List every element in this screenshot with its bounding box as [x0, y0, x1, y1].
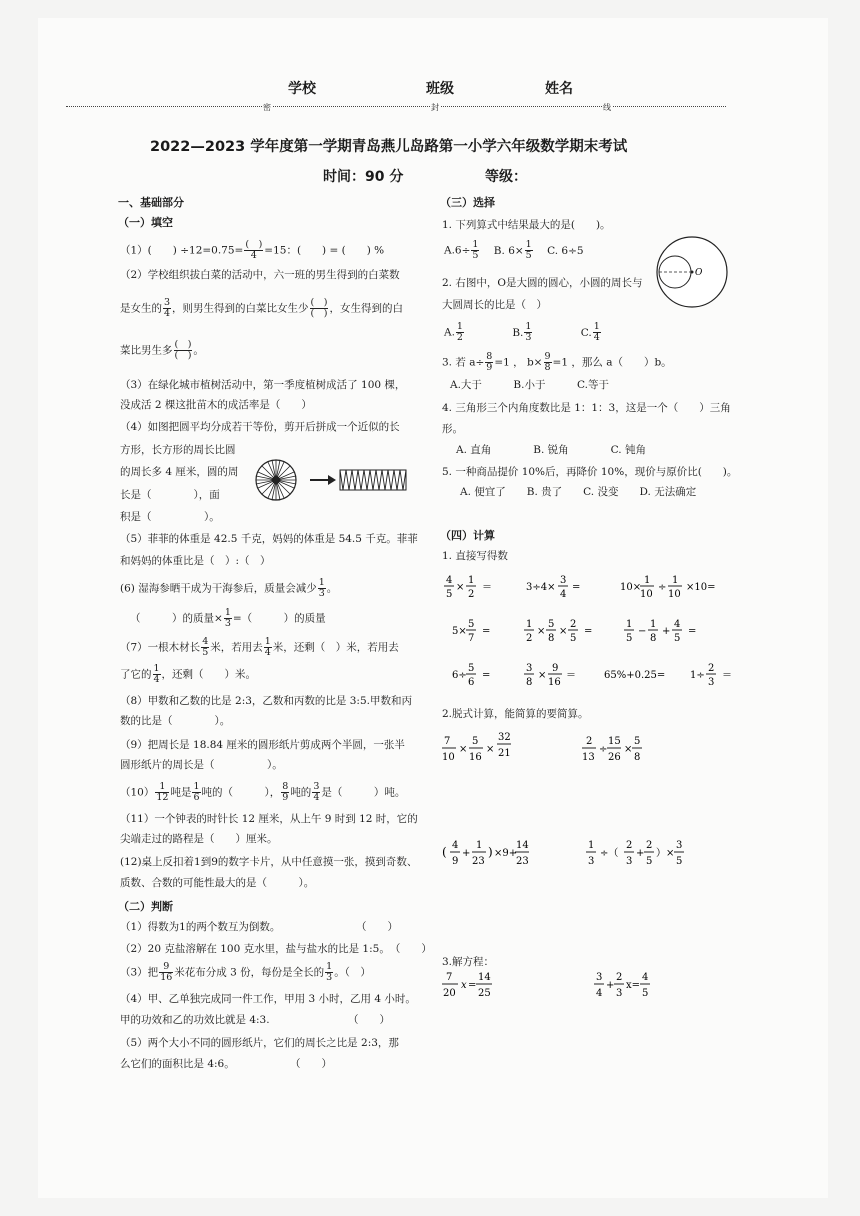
fill-q5-line2: 和妈妈的体重比是（ ）:（ ） [120, 555, 271, 567]
svg-text:5: 5 [626, 633, 633, 644]
expr-9 [604, 670, 665, 681]
judge-q3: （3）把 $\frac{9}{16}$ 米花布分成 3 份，每份是全长的 $\frac{1}{3}$ 。（ ） [120, 961, 371, 983]
direct-calc-expressions [442, 572, 742, 692]
svg-text:7: 7 [468, 633, 475, 644]
fill-q2-line3: 菜比男生多 ( ) ( ) 。 [120, 339, 204, 361]
svg-text:2: 2 [646, 840, 653, 851]
svg-text:×: × [537, 626, 546, 637]
svg-text:5: 5 [472, 736, 479, 747]
svg-text:13: 13 [582, 752, 595, 763]
svg-text:+: + [606, 980, 615, 991]
choice-q1-options: A.6÷ $\frac{1}{5}$ B. 6× $\frac{1}{5}$ C. 6÷5 [444, 239, 584, 261]
svg-text:×10=: ×10= [686, 582, 716, 593]
fill-q4-line3: 的周长多 4 厘米，圆的周 [120, 466, 239, 478]
svg-text:1: 1 [588, 840, 595, 851]
svg-text:2: 2 [708, 663, 715, 674]
fill-q12-line1: (12)桌上反扣着1到9的数字卡片，从中任意摸一张，摸到奇数、 [120, 856, 418, 868]
school-label: 学校 [288, 81, 316, 97]
svg-text:1: 1 [468, 575, 475, 586]
svg-text:2: 2 [468, 589, 475, 600]
judge-q4-line2: 甲的功效和乙的功效比就是 4:3. [120, 1014, 270, 1026]
svg-text:×9+: ×9+ [494, 848, 518, 859]
svg-text:1: 1 [650, 619, 657, 630]
fill-q11-line1: （11）一个钟表的时针长 12 厘米，从上午 9 时到 12 时，它的 [120, 813, 418, 825]
fill-q4-line1: （4）如图把圆平均分成若干等份，剪开后拼成一个近似的长 [120, 421, 400, 433]
svg-text:×: × [459, 744, 468, 755]
svg-text:×: × [486, 744, 495, 755]
svg-text:＝: ＝ [482, 582, 492, 593]
svg-text:＝: ＝ [722, 670, 732, 681]
svg-text:4: 4 [642, 972, 649, 983]
choice-q3-options: A.大于 B.小于 C.等于 [450, 379, 609, 391]
svg-text:3: 3 [616, 988, 623, 999]
svg-text:10×: 10× [620, 582, 642, 593]
svg-text:5: 5 [676, 856, 683, 867]
judge-q1: （1）得数为1的两个数互为倒数。 [120, 921, 281, 933]
svg-text:5: 5 [646, 856, 653, 867]
svg-text:3: 3 [676, 840, 683, 851]
svg-text:10: 10 [668, 589, 681, 600]
choice-q2-line1: 2. 右图中，O是大圆的圆心，小圆的周长与 [442, 277, 643, 289]
svg-text:8: 8 [650, 633, 657, 644]
seal-char-3: 线 [603, 103, 611, 112]
fill-q2-line1: （2）学校组织拔白菜的活动中，六一班的男生得到的白菜数 [120, 269, 400, 281]
svg-text:9: 9 [552, 663, 559, 674]
svg-text:7: 7 [446, 972, 453, 983]
svg-text:4: 4 [674, 619, 681, 630]
svg-text:5×: 5× [452, 626, 467, 637]
fill-q4-line4: 长是（ ），面 [120, 489, 220, 501]
svg-text:×: × [456, 582, 465, 593]
svg-text:=: = [482, 670, 491, 681]
fill-q9-line1: （9）把周长是 18.84 厘米的圆形纸片剪成两个半圆，一张半 [120, 739, 405, 751]
part1-heading: 一、基础部分 [118, 196, 184, 209]
svg-text:2: 2 [626, 840, 633, 851]
choice-q1: 1. 下列算式中结果最大的是( )。 [442, 219, 611, 231]
svg-text:=: = [572, 582, 581, 593]
choice-q2-line2: 大圆周长的比是（ ） [442, 299, 547, 311]
svg-text:21: 21 [498, 748, 511, 759]
svg-text:−: − [638, 626, 647, 637]
svg-text:25: 25 [478, 988, 491, 999]
choice-q5-options: A. 便宜了 B. 贵了 C. 没变 D. 无法确定 [460, 486, 697, 498]
judge-q2: （2）20 克盐溶解在 100 克水里，盐与盐水的比是 1:5。 （ ） [120, 943, 432, 955]
svg-text:14: 14 [478, 972, 491, 983]
svg-text:7: 7 [444, 736, 451, 747]
fill-q2-line2: 是女生的 $\frac{3}{4}$ ，则男生得到的白菜比女生少 ( ) ( ) ，女生得到的白 [120, 297, 403, 319]
fill-q7-line2: 了它的 $\frac{1}{4}$ ，还剩（ ）米。 [120, 663, 257, 685]
svg-text:3: 3 [560, 575, 567, 586]
svg-text:6: 6 [468, 677, 475, 688]
fill-q8-line2: 数的比是（ ）。 [120, 715, 231, 727]
judge-q5-line2: 么它们的面积比是 4:6。 [120, 1058, 235, 1070]
circles-figure [654, 234, 730, 310]
svg-text:+: + [636, 848, 645, 859]
time-label: 时间：90 分 [323, 169, 404, 185]
judge-q5-paren[interactable]: （ ） [290, 1058, 332, 1070]
svg-text:×: × [624, 744, 633, 755]
svg-text:1: 1 [626, 619, 633, 630]
svg-text:+: + [462, 848, 471, 859]
calc-stepwise-heading: 2.脱式计算，能简算的要简算。 [442, 708, 589, 720]
fill-q11-line2: 尖端走过的路程是（ ）厘米。 [120, 833, 278, 845]
svg-text:）×: ）× [656, 848, 675, 859]
svg-text:15: 15 [608, 736, 621, 747]
svg-text:3: 3 [626, 856, 633, 867]
svg-text:1÷: 1÷ [690, 670, 705, 681]
fill-q4-line2: 方形，长方形的周长比圆 [120, 444, 236, 456]
svg-text:=: = [482, 626, 491, 637]
svg-text:14: 14 [516, 840, 529, 851]
fill-q12-line2: 质数、合数的可能性最大的是（ ）。 [120, 877, 315, 889]
svg-text:3÷4×: 3÷4× [526, 582, 556, 593]
svg-text:(: ( [442, 845, 447, 859]
fill-q5-line1: （5）菲菲的体重是 42.5 千克，妈妈的体重是 54.5 千克。菲菲 [120, 533, 418, 545]
svg-text:4: 4 [596, 988, 603, 999]
stepwise-calc-row2 [442, 834, 702, 874]
svg-text:1: 1 [644, 575, 651, 586]
svg-text:1: 1 [526, 619, 533, 630]
svg-text:10: 10 [442, 752, 455, 763]
svg-text:3: 3 [526, 663, 533, 674]
fill-q4-line5: 积是（ ）。 [120, 511, 220, 523]
svg-text:x: x [461, 980, 467, 991]
judge-q1-paren[interactable]: （ ） [356, 921, 398, 933]
fill-q9-line2: 圆形纸片的周长是（ ）。 [120, 759, 283, 771]
svg-text:2: 2 [616, 972, 623, 983]
seal-char-2: 封 [431, 103, 439, 112]
svg-text:26: 26 [608, 752, 621, 763]
svg-text:8: 8 [526, 677, 533, 688]
svg-text:＝: ＝ [566, 670, 576, 681]
svg-text:): ) [488, 845, 493, 859]
fill-q7-line1: （7）一根木材长 $\frac{4}{5}$ 米，若用去 $\frac{1}{4}$ 米，还剩（ ）米，若用去 [120, 636, 399, 658]
expr-10 [690, 663, 732, 688]
svg-text:5: 5 [642, 988, 649, 999]
expr-4 [452, 619, 490, 644]
svg-text:6÷: 6÷ [452, 670, 467, 681]
seal-line [66, 106, 726, 107]
exam-title: 2022—2023 学年度第一学期青岛燕儿岛路第一小学六年级数学期末考试 [150, 139, 628, 155]
expr-5 [524, 619, 592, 644]
calc-equation-heading: 3.解方程： [442, 956, 495, 968]
choice-q5: 5. 一种商品提价 10%后，再降价 10%，现价与原价比( )。 [442, 466, 738, 478]
svg-text:20: 20 [443, 988, 456, 999]
svg-text:÷: ÷ [658, 582, 667, 593]
equations [442, 968, 702, 1004]
svg-text:16: 16 [469, 752, 482, 763]
svg-text:2: 2 [570, 619, 577, 630]
expr-7 [452, 663, 490, 688]
svg-text:5: 5 [634, 736, 641, 747]
judge-q5-line1: （5）两个大小不同的圆形纸片，它们的周长之比是 2:3，那 [120, 1037, 399, 1049]
choice-q4-line2: 形。 [442, 423, 463, 435]
svg-text:16: 16 [548, 677, 561, 688]
expr-1 [444, 575, 492, 600]
svg-text:4: 4 [560, 589, 567, 600]
svg-text:4: 4 [446, 575, 453, 586]
circle-to-rectangle-figure [254, 456, 414, 506]
svg-text:=: = [584, 626, 593, 637]
svg-text:÷: ÷ [599, 744, 608, 755]
grade-label: 等级： [485, 169, 527, 185]
svg-text:5: 5 [674, 633, 681, 644]
svg-text:x=: x= [626, 980, 641, 991]
expr-2 [526, 575, 580, 600]
fill-q3-line1: （3）在绿化城市植树活动中，第一季度植树成活了 100 棵， [120, 379, 406, 391]
expr-3 [620, 575, 715, 600]
svg-text:10: 10 [640, 589, 653, 600]
name-label: 姓名 [545, 81, 573, 97]
svg-text:1: 1 [476, 840, 483, 851]
expr-6 [624, 619, 696, 644]
svg-text:2: 2 [526, 633, 533, 644]
fill-q3-line2: 没成活 2 棵这批苗木的成活率是（ ） [120, 399, 312, 411]
svg-text:1: 1 [672, 575, 679, 586]
svg-text:×: × [559, 626, 568, 637]
svg-text:32: 32 [498, 732, 511, 743]
choice-q2-options: A. $\frac{1}{2}$ B. $\frac{1}{3}$ C. $\frac{1}{4}$ [444, 321, 600, 343]
stepwise-calc-row1 [442, 730, 702, 770]
class-label: 班级 [426, 81, 454, 97]
svg-text:3: 3 [596, 972, 603, 983]
svg-text:5: 5 [570, 633, 577, 644]
svg-text:2: 2 [586, 736, 593, 747]
calc-heading: （四）计算 [440, 529, 495, 542]
choice-q4-line1: 4. 三角形三个内角度数比是 1：1：3，这是一个（ ）三角 [442, 402, 731, 414]
svg-text:5: 5 [548, 619, 555, 630]
judge-q4-paren[interactable]: （ ） [348, 1014, 390, 1026]
svg-text:5: 5 [446, 589, 453, 600]
expr-8 [524, 663, 576, 688]
choice-heading: （三）选择 [440, 196, 495, 209]
svg-text:4: 4 [452, 840, 459, 851]
svg-text:8: 8 [548, 633, 555, 644]
svg-text:3: 3 [588, 856, 595, 867]
svg-text:9: 9 [452, 856, 459, 867]
svg-text:÷（: ÷（ [600, 848, 619, 859]
fill-q6-line1: (6) 湿海参晒干成为干海参后，质量会减少 $\frac{1}{3}$ 。 [120, 577, 338, 599]
fill-q10: （10） $\frac{1}{12}$ 吨是 $\frac{1}{6}$ 吨的（ ）， $\frac{8}{9}$ 吨的 $\frac{3}{4}$ 是（ ）吨。 [120, 781, 406, 803]
choice-q3: 3. 若 a÷ $\frac{8}{9}$ =1 ， b× $\frac{9}{8}$ =1 ，那么 a（ ）b。 [442, 351, 672, 373]
svg-text:5: 5 [468, 619, 475, 630]
fill-q8-line1: （8）甲数和乙数的比是 2:3，乙数和丙数的比是 3:5.甲数和丙 [120, 695, 412, 707]
svg-text:×: × [538, 670, 547, 681]
choice-q4-options: A. 直角 B. 锐角 C. 钝角 [456, 444, 646, 456]
calc-direct-heading: 1. 直接写得数 [442, 550, 508, 562]
svg-text:=: = [688, 626, 697, 637]
circle-center-label: O [695, 268, 703, 278]
svg-text:23: 23 [472, 856, 485, 867]
fill-q1: （1）( ) ÷12=0.75= ( ) 4 =15：( ) = ( ) % [120, 239, 385, 261]
judge-heading: （二）判断 [118, 900, 173, 913]
svg-text:23: 23 [516, 856, 529, 867]
svg-text:=: = [468, 980, 477, 991]
judge-q4-line1: （4）甲、乙单独完成同一件工作，甲用 3 小时，乙用 4 小时。 [120, 993, 416, 1005]
svg-text:8: 8 [634, 752, 641, 763]
svg-text:+: + [662, 626, 671, 637]
seal-char-1: 密 [263, 103, 271, 112]
svg-text:5: 5 [468, 663, 475, 674]
fill-q6-line2: （ ）的质量× $\frac{1}{3}$ =（ ）的质量 [130, 607, 326, 629]
fill-heading: （一）填空 [118, 216, 173, 229]
svg-text:65%+0.25=: 65%+0.25= [604, 670, 666, 681]
svg-text:3: 3 [708, 677, 715, 688]
